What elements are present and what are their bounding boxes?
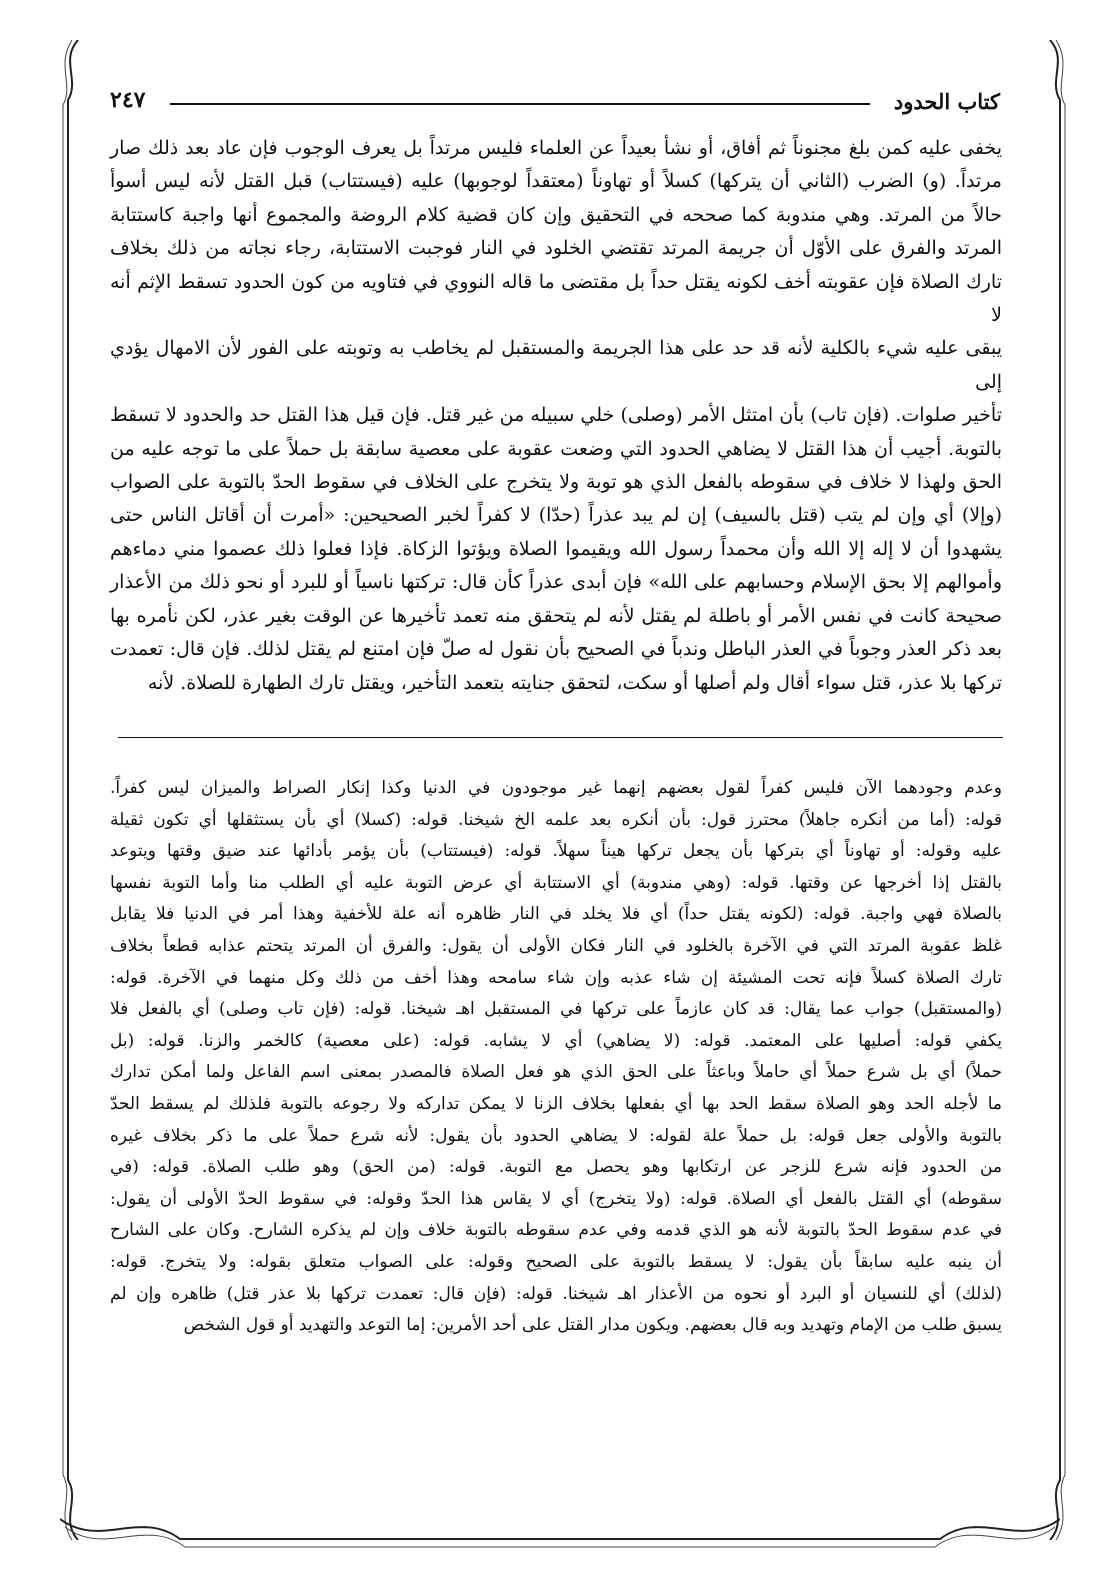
commentary-text: [110, 773, 1002, 1342]
commentary-line: بالتوبة والأولى جعل قوله: بل حملاً علة لقوله: لا يضاهي الحدود بأن يقول: لأنه شرع حملاً على ما ذكر بخلاف غيره: [110, 1125, 1002, 1146]
commentary-line: يكفي قوله: أصليها على المعتمد. قوله: (لا يضاهي) أي لا يشابه. قوله: (على معصية) كالخمر والزنا. قوله: (بل: [110, 1030, 1002, 1051]
main-line: المرتد والفرق على الأوّل أن جريمة المرتد تقتضي الخلود في النار فوجبت الاستتابة، رجاء نجاته من ذلك بخلاف: [110, 237, 1002, 260]
main-line: وأموالهم إلا بحق الإسلام وحسابهم على الله» فإن أبدى عذراً كأن قال: تركتها ناسياً أو للبرد أو نحو ذلك من الأعذار: [110, 571, 1002, 594]
page-header: [110, 85, 1000, 125]
main-text: [110, 132, 1002, 700]
section-divider: [118, 737, 1003, 738]
main-line: حالاً من المرتد. وهي مندوبة كما صححه في التحقيق وإن كان قضية كلام الروضة والمجموع أنها واجبة كاستتابة: [110, 203, 1003, 226]
main-line: تارك الصلاة فإن عقوبته أخف لكونه يقتل حداً بل مقتضى ما قاله النووي في فتاويه من كون الحدود تسقط الإثم أنه لا: [110, 270, 1002, 327]
commentary-line: تارك الصلاة كسلاً فإنه تحت المشيئة إن شاء عذبه وإن شاء سامحه وهذا أخف من ذلك وكل منهما في الآخرة. قوله:: [110, 967, 1002, 988]
commentary-line: (والمستقبل) جواب عما يقال: قد كان عازماً على تركها في المستقبل اهـ شيخنا. قوله: (فإن تاب وصلى) أي بالفعل فلا: [110, 999, 1002, 1020]
main-line: بعد ذكر العذر وجوباً في العذر الباطل وندباً في الصحيح بأن نقول له صلّ فإن امتنع لم يقتل لذلك. فإن قال: تعمدت: [110, 638, 1002, 661]
commentary-line: يسبق طلب من الإمام وتهديد وبه قال بعضهم. ويكون مدار القتل على أحد الأمرين: إما التوعد والتهديد أو قول الشخص: [183, 1315, 1002, 1336]
main-line: تركها بلا عذر، قتل سواء أقال ولم أصلها أو سكت، لتحقق جنايته بتعمد التأخير، ويقتل تارك الطهارة للصلاة. لأنه: [147, 671, 1002, 694]
commentary-line: غلظ عقوبة المرتد التي في الآخرة بالخلود في النار فكان الأولى أن يقول: والفرق أن المرتد يتحتم عذابه قطعاً بخلاف: [110, 935, 1002, 956]
main-line: يشهدوا أن لا إله إلا الله وأن محمداً رسول الله ويقيموا الصلاة ويؤتوا الزكاة. فإذا فعلوا ذلك عصموا مني دماءهم: [110, 537, 1002, 560]
commentary-line: عليه وقوله: أو تهاوناً أي بتركها بأن يجعل تركها هيناً سهلاً. قوله: (فيستتاب) بأن يؤمر بأدائها عند ضيق وقتها ويتوعد: [110, 841, 1002, 862]
commentary-line: قوله: (أما من أنكره جاهلاً) محترز قول: بأن أنكره بعد علمه الخ شيخنا. قوله: (كسلا) أي بأن يستثقلها أي تكون ثقيلة: [110, 809, 1002, 830]
main-line: يبقى عليه شيء بالكلية لأنه قد حد على هذا الجريمة والمستقبل لم يخاطب به وتوبته على الفور لأن الامهال يؤدي إلى: [110, 337, 1002, 393]
commentary-line: (لذلك) أي للنسيان أو البرد أو نحوه من الأعذار اهـ شيخنا. قوله: (فإن قال: تعمدت تركها بلا عذر قتل) ظاهره وإن لم: [110, 1283, 1002, 1304]
commentary-line: وعدم وجودهما الآن فليس كفراً لقول بعضهم إنهما غير موجودون في الدنيا وكذا إنكار الصراط والميزان ليس كفراً.: [110, 778, 1002, 798]
right-border-ornament: [1038, 40, 1078, 1540]
main-line: بالتوبة. أجيب أن هذا القتل لا يضاهي الحدود التي وضعت عقوبة على معصية سابقة بل حملاً على ما توجه عليه من: [110, 437, 1002, 460]
left-border-ornament: [50, 40, 90, 1540]
main-line: (وإلا) أي وإن لم يتب (قتل بالسيف) إن لم يبد عذراً (حدّا) لا كفراً لخبر الصحيحين: «أمرت أن أقاتل الناس حتى: [110, 504, 1002, 527]
main-line: صحيحة كانت في نفس الأمر أو باطلة لم يقتل لأنه لم يتحقق منه تعمد تأخيرها عن الوقت بغير عذر، لكن نأمره بها: [110, 604, 1002, 627]
commentary-line: بالصلاة فهي واجبة. قوله: (لكونه يقتل حداً) أي فلا يخلد في النار ظاهره أنه علة للأخفية وهذا أمر في الدنيا فلا يقابل: [110, 904, 1002, 925]
main-line: الحق ولهذا لا خلاف في سقوطه بالفعل الذي هو توبة ولا يتخرج على الخلاف في سقوط الحدّ بالتوبة على الصواب: [110, 471, 1002, 494]
main-line: مرتداً. (و) الضرب (الثاني أن يتركها) كسلاً أو تهاوناً (معتقداً لوجوبها) عليه (فيستتاب) قبل القتل لأنه ليس أسوأ: [110, 170, 1002, 193]
main-line: تأخير صلوات. (فإن تاب) بأن امتثل الأمر (وصلى) خلي سبيله من غير قتل. فإن قيل هذا القتل حد والحدود لا تسقط: [110, 404, 1002, 427]
commentary-line: سقوطه) أي القتل بالفعل أي الصلاة. قوله: (ولا يتخرج) أي لا يقاس هذا الحدّ وقوله: في سقوط الحدّ الأولى أن يقول:: [110, 1188, 1002, 1209]
commentary-line: من الحدود فإنه شرع للزجر عن ارتكابها وهو يحصل مع التوبة. قوله: (من الحق) وهو طلب الصلاة. قوله: (في: [110, 1157, 1002, 1178]
commentary-line: ما لأجله الحد وهو الصلاة سقط الحد بها أي بفعلها بخلاف الزنا لا يمكن تداركه ولا رجوعه بالتوبة فلذلك لم يسقط الحدّ: [110, 1093, 1002, 1114]
commentary-line: بالقتل إذا أخرجها عن وقتها. قوله: (وهي مندوبة) أي الاستتابة أي عرض التوبة عليه أي الطلب منا وأما التوبة نفسها: [110, 872, 1002, 893]
main-line: يخفى عليه كمن بلغ مجنوناً ثم أفاق، أو نشأ بعيداً عن العلماء فليس مرتداً بل يعرف الوجوب فإن عاد بعد ذلك صار: [110, 137, 1002, 159]
book-title: كتاب الحدود: [893, 89, 1000, 114]
bottom-border-ornament: [60, 1499, 1060, 1559]
commentary-line: حملاً) أي بل شرع حملاً أي حاملاً وباعثاً على الحق الذي هو فعل الصلاة فالمصدر بمعنى اسم الفاعل ولما أمكن تدارك: [110, 1062, 1002, 1083]
commentary-line: أن ينبه عليه سابقاً بأن يقول: لا يسقط بالتوبة على الصحيح وقوله: على الصواب متعلق بقوله: ولا يتخرج. قوله:: [110, 1251, 1002, 1272]
header-rule: [170, 103, 870, 105]
commentary-line: في عدم سقوط الحدّ بالتوبة لأنه هو الذي قدمه وفي عدم سقوطه بالتوبة خلاف وإن لم يذكره الشارح. وكان على الشارح: [110, 1220, 1002, 1241]
page-number: ٢٤٧: [110, 87, 146, 113]
